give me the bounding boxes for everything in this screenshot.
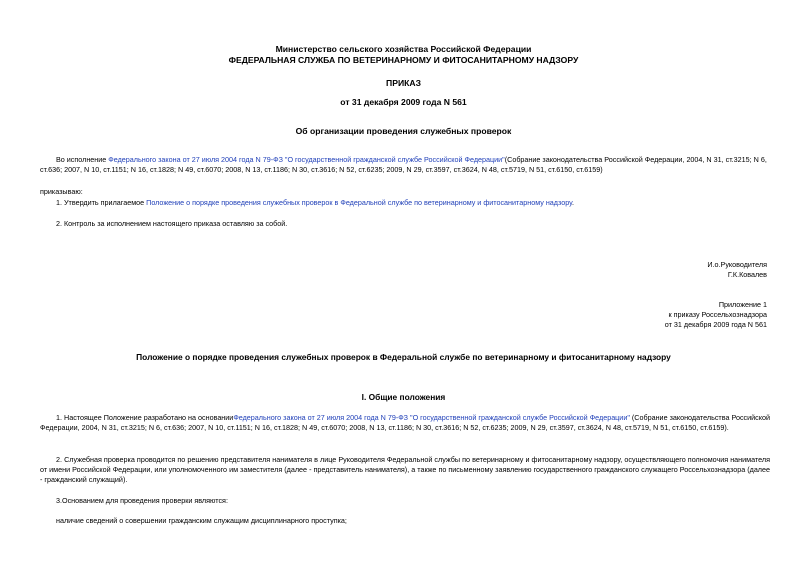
order-item-1 — [40, 198, 770, 208]
signature-block — [707, 260, 767, 280]
signature-name: Г.К.Ковалев — [727, 269, 767, 279]
service-name: ФЕДЕРАЛЬНАЯ СЛУЖБА ПО ВЕТЕРИНАРНОМУ И ФИТОСАНИТАРНОМУ НАДЗОРУ — [228, 54, 579, 65]
item1-prefix: 1. Утвердить прилагаемое — [56, 198, 147, 207]
regulation-title: Положение о порядке проведения служебных проверок в Федеральной службе по ветеринарному и фитосанитарному надзору — [136, 352, 671, 362]
intro-paragraph — [40, 155, 770, 175]
document-header — [0, 44, 807, 65]
intro-prefix: Во исполнение — [56, 155, 109, 164]
para1-prefix: 1. Настоящее Положение разработано на основании — [56, 413, 234, 422]
para1-law-link[interactable]: Федерального закона от 27 июля 2004 года N 79-ФЗ "О государственной гражданской службе Российской Федерации" — [233, 413, 630, 422]
order-word: приказываю: — [40, 187, 83, 196]
appendix-line-1: Приложение 1 — [718, 300, 767, 309]
law-link[interactable]: Федерального закона от 27 июля 2004 года N 79-ФЗ "О государственной гражданской службе Российской Федерации" — [108, 155, 505, 164]
paragraph-2: 2. Служебная проверка проводится по решению представителя нанимателя в лице Руководителя Федеральной службы по ветеринарному и фитосанитарному надзору, осуществляющего полномочия нанимателя от имени Российской Федерации, или уполномоченного им заместителя (далее - представитель нанимателя), а также по письменному заявлению государственного гражданского служащего Россельхознадзора (далее - гражданский служащий). — [40, 455, 770, 484]
intro-suffix: (Собрание законодательства Российской Федерации, 2004, N 31, ст.3215; N 6, ст.636; 2007, N 10, ст.1151; N 16, ст.1828; N 49, ст.6070; 2008, N 13, ст.1186; N 30, ст.3616; N 52, ст.6235; 2009, N 29, ст.3597, ст.3624, N 48, ст.5719, N 51, ст.6150, ст.6159) — [40, 155, 767, 174]
paragraph-4: наличие сведений о совершении гражданским служащим дисциплинарного проступка; — [56, 516, 347, 525]
appendix-line-3: от 31 декабря 2009 года N 561 — [664, 319, 767, 329]
para1-suffix: (Собрание законодательства Российской Федерации, 2004, N 31, ст.3215; N 6, ст.636; 2007, N 10, ст.1151; N 16, ст.1828; N 49, ст.6070; 2008, N 13, ст.1186; N 30, ст.3616; N 52, ст.6235; 2009, N 29, ст.3597, ст.3624, N 48, ст.5719, N 51, ст.6150, ст.6159). — [40, 413, 770, 432]
signature-position: И.о.Руководителя — [707, 260, 767, 269]
appendix-line-2: к приказу Россельхознадзора — [668, 309, 767, 319]
item1-suffix: . — [571, 198, 574, 207]
doc-type: ПРИКАЗ — [386, 78, 421, 88]
doc-date-number: от 31 декабря 2009 года N 561 — [340, 97, 467, 107]
order-item-2: 2. Контроль за исполнением настоящего приказа оставляю за собой. — [56, 219, 288, 228]
paragraph-3: 3.Основанием для проведения проверки являются: — [56, 496, 228, 505]
section-1-title: I. Общие положения — [361, 392, 446, 402]
ministry-name: Министерство сельского хозяйства Российской Федерации — [275, 44, 532, 54]
paragraph-1 — [40, 413, 770, 433]
appendix-block — [665, 300, 767, 330]
regulation-link[interactable]: Положение о порядке проведения служебных проверок в Федеральной службе по ветеринарному и фитосанитарному надзору — [146, 198, 572, 207]
doc-title: Об организации проведения служебных проверок — [295, 126, 512, 136]
